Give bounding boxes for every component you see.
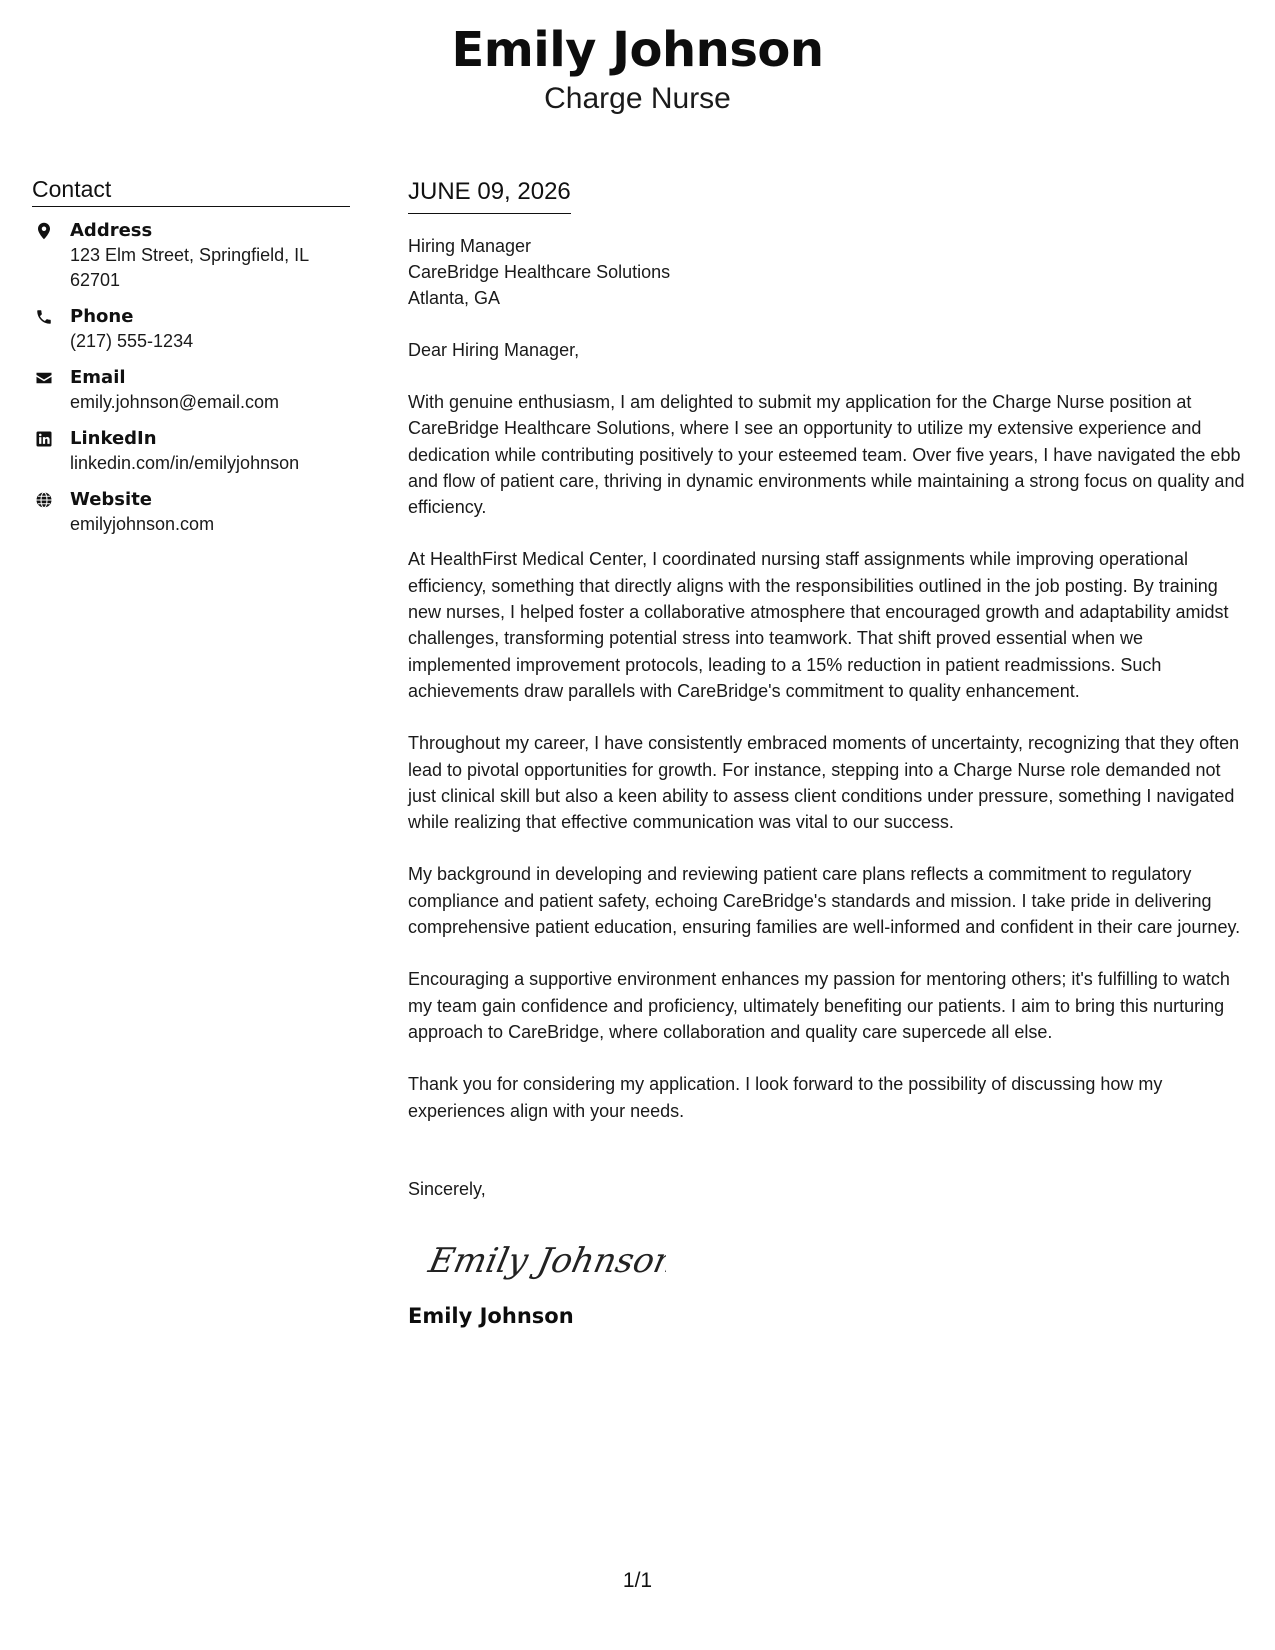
signer-name: Emily Johnson [408, 1303, 574, 1328]
linkedin-icon [35, 430, 53, 448]
contact-item-website [32, 488, 350, 537]
body-paragraph: My background in developing and reviewing patient care plans reflects a commitment to regulatory compliance and patient safety, echoing CareBridge's standards and mission. I take pride in delivering comprehensive patient education, ensuring families are well-informed and confident in their care journey. [408, 864, 1241, 938]
recipient-block [408, 233, 1248, 311]
recipient-line: CareBridge Healthcare Solutions [408, 262, 671, 282]
phone-value: (217) 555-1234 [70, 331, 194, 351]
email-label: Email [70, 367, 126, 388]
globe-icon [35, 491, 53, 509]
contact-item-phone [32, 305, 350, 354]
letter-date: JUNE 09, 2026 [408, 176, 571, 214]
letter-header [0, 18, 1275, 116]
applicant-title: Charge Nurse [544, 82, 731, 115]
salutation: Dear Hiring Manager, [408, 340, 580, 360]
contact-heading: Contact [32, 174, 350, 207]
address-value: 123 Elm Street, Springfield, IL 62701 [70, 245, 309, 290]
address-label: Address [70, 220, 153, 241]
body-paragraph: At HealthFirst Medical Center, I coordinated nursing staff assignments while improving operational efficiency, something that directly aligns with the responsibilities outlined in the job posting. By training new nurses, I helped foster a collaborative atmosphere that encouraged growth and adaptability amidst challenges, transforming potential stress into teamwork. That shift proved essential when we implemented improvement protocols, leading to a 15% reduction in patient readmissions. Such achievements draw parallels with CareBridge's commitment to quality enhancement. [408, 549, 1229, 701]
email-value: emily.johnson@email.com [70, 392, 280, 412]
handwritten-signature [426, 1230, 666, 1290]
body-paragraph: Encouraging a supportive environment enhances my passion for mentoring others; it's fulfilling to watch my team gain confidence and proficiency, ultimately benefiting our patients. I aim to bring this nurturing approach to CareBridge, where collaboration and quality care supercede all else. [408, 969, 1230, 1042]
phone-label: Phone [70, 306, 134, 327]
recipient-line: Atlanta, GA [408, 288, 501, 308]
body-paragraph: With genuine enthusiasm, I am delighted to submit my application for the Charge Nurse position at CareBridge Healthcare Solutions, where I see an opportunity to utilize my extensive experience and dedication while contributing positively to your esteemed team. Over five years, I have navigated the ebb and flow of patient care, thriving in dynamic environments while maintaining a strong focus on quality and efficiency. [408, 392, 1245, 518]
recipient-line: Hiring Manager [408, 236, 532, 256]
body-paragraph: Thank you for considering my application. I look forward to the possibility of discussing how my experiences align with your needs. [408, 1074, 1163, 1121]
website-value: emilyjohnson.com [70, 514, 215, 534]
contact-sidebar [32, 174, 350, 549]
contact-item-linkedin [32, 427, 350, 476]
closing: Sincerely, [408, 1178, 486, 1199]
letter-body [408, 176, 1248, 1330]
linkedin-label: LinkedIn [70, 428, 157, 449]
page-number: 1/1 [622, 1569, 653, 1592]
phone-icon [35, 308, 53, 326]
envelope-icon [35, 369, 53, 387]
contact-item-address [32, 219, 350, 293]
website-label: Website [70, 489, 153, 510]
contact-item-email [32, 366, 350, 415]
svg-text:Emily Johnson: Emily Johnson [426, 1241, 666, 1281]
applicant-name: Emily Johnson [451, 22, 824, 78]
body-paragraph: Throughout my career, I have consistently embraced moments of uncertainty, recognizing that they often lead to pivotal opportunities for growth. For instance, stepping into a Charge Nurse role demanded not just clinical skill but also a keen ability to assess client conditions under pressure, something I navigated while realizing that effective communication was vital to our success. [408, 733, 1240, 833]
linkedin-value: linkedin.com/in/emilyjohnson [70, 453, 300, 473]
map-pin-icon [35, 222, 53, 240]
